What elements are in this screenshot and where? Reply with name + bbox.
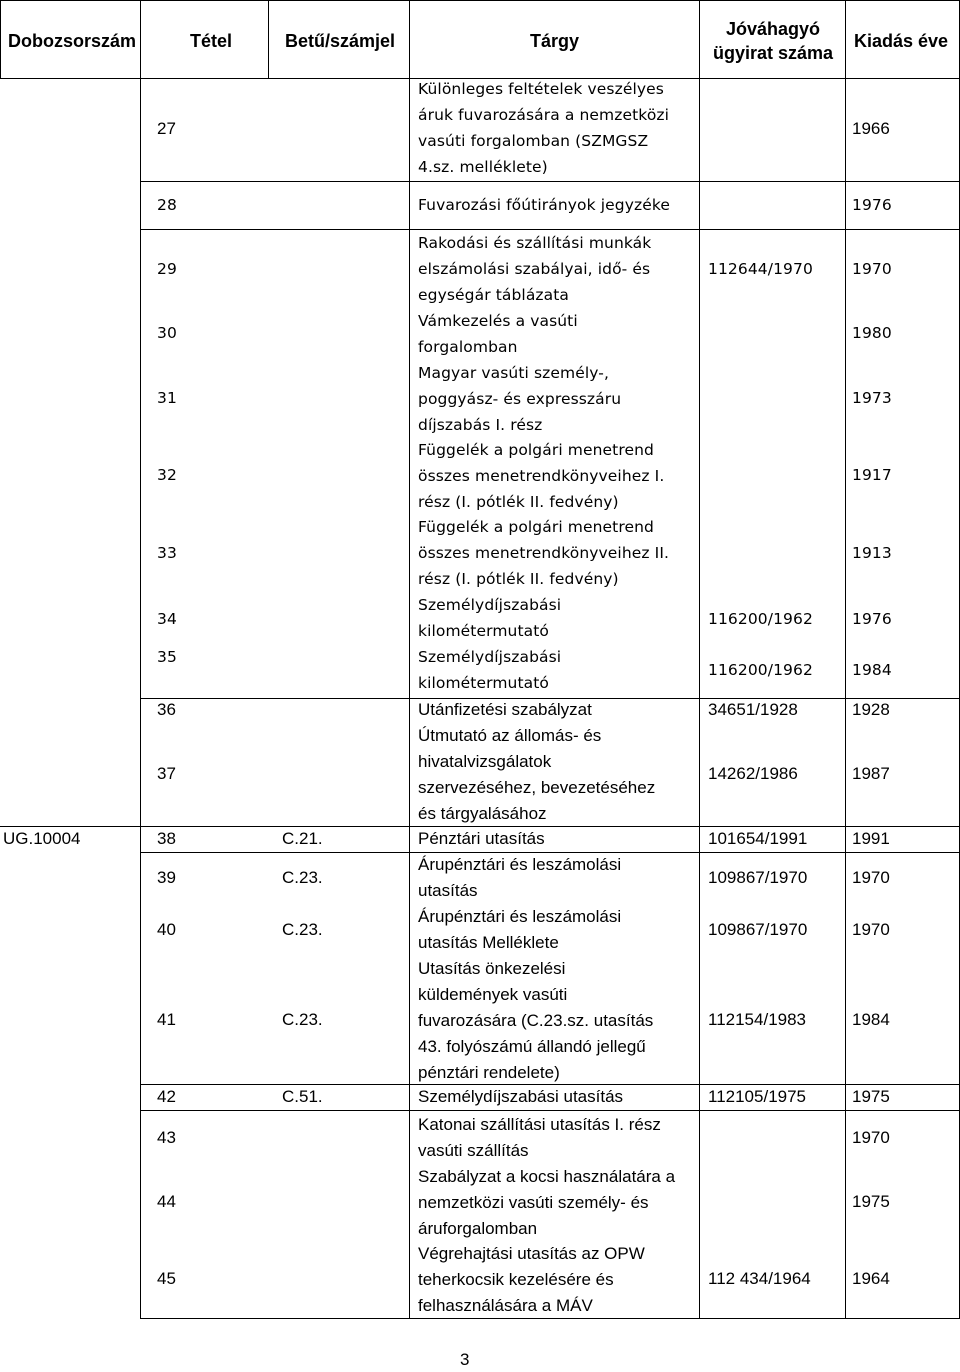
row-36-ugyirat: 34651/1928: [708, 700, 798, 719]
row-40-ugyirat: 109867/1970: [708, 920, 808, 939]
row-32-tetel: 32: [157, 466, 177, 484]
row-41-kiadas-eve: 1984: [852, 1010, 890, 1029]
row-35-ugyirat: 116200/1962: [708, 661, 813, 679]
row-45-tetel: 45: [157, 1269, 176, 1288]
row-31-kiadas-eve: 1973: [852, 389, 892, 407]
row-39-betu-szamjel: C.23.: [282, 868, 323, 887]
row-40-kiadas-eve: 1970: [852, 920, 890, 939]
row-40-betu-szamjel: C.23.: [282, 920, 323, 939]
row-34-kiadas-eve: 1976: [852, 610, 892, 628]
row-separator: [140, 1110, 960, 1111]
row-27-targy: Különleges feltételek veszélyes áruk fuvarozására a nemzetközi vasúti forgalomban (SZMGSZ 4.sz. melléklete): [418, 80, 670, 176]
row-39-tetel: 39: [157, 868, 176, 887]
row-38-betu-szamjel: C.21.: [282, 829, 323, 848]
row-45-targy: Végrehajtási utasítás az OPW teherkocsik kezelésére és felhasználására a MÁV: [418, 1244, 645, 1315]
row-43-targy: Katonai szállítási utasítás I. rész vasúti szállítás: [418, 1115, 661, 1160]
row-40-tetel: 40: [157, 920, 176, 939]
row-40-targy: Árupénztári és leszámolási utasítás Melléklete: [418, 907, 622, 952]
row-28-targy: Fuvarozási főútirányok jegyzéke: [418, 196, 671, 214]
row-37-ugyirat: 14262/1986: [708, 764, 798, 783]
row-38-kiadas-eve: 1991: [852, 829, 890, 848]
row-28-tetel: 28: [157, 196, 177, 214]
row-36-targy: Utánfizetési szabályzat: [418, 700, 592, 719]
row-33-kiadas-eve: 1913: [852, 544, 892, 562]
row-44-kiadas-eve: 1975: [852, 1192, 890, 1211]
table-border-top: [0, 0, 960, 1]
row-29-ugyirat: 112644/1970: [708, 260, 813, 278]
header-tetel: Tétel: [190, 31, 233, 51]
row-30-tetel: 30: [157, 324, 177, 342]
row-39-ugyirat: 109867/1970: [708, 868, 808, 887]
row-38-ugyirat: 101654/1991: [708, 829, 808, 848]
row-38-tetel: 38: [157, 829, 176, 848]
row-27-kiadas-eve: 1966: [852, 119, 890, 138]
row-36-tetel: 36: [157, 700, 176, 719]
row-38-dobozsorszam: UG.10004: [3, 829, 81, 848]
row-43-kiadas-eve: 1970: [852, 1128, 890, 1147]
header-betu-szamjel: Betű/számjel: [285, 31, 396, 51]
header-targy: Tárgy: [530, 31, 580, 51]
row-28-kiadas-eve: 1976: [852, 196, 892, 214]
row-36-kiadas-eve: 1928: [852, 700, 890, 719]
column-divider: [140, 0, 141, 1318]
row-45-kiadas-eve: 1964: [852, 1269, 890, 1288]
row-42-betu-szamjel: C.51.: [282, 1087, 323, 1106]
row-30-targy: Vámkezelés a vasúti forgalomban: [418, 312, 578, 356]
row-37-kiadas-eve: 1987: [852, 764, 890, 783]
row-33-tetel: 33: [157, 544, 177, 562]
row-44-tetel: 44: [157, 1192, 176, 1211]
row-42-targy: Személydíjszabási utasítás: [418, 1087, 624, 1106]
row-44-targy: Szabályzat a kocsi használatára a nemzetközi vasúti személy- és áruforgalomban: [418, 1167, 676, 1238]
row-35-kiadas-eve: 1984: [852, 661, 892, 679]
row-29-kiadas-eve: 1970: [852, 260, 892, 278]
column-divider: [699, 0, 700, 1318]
column-divider: [268, 0, 269, 78]
header-kiadas-eve: Kiadás éve: [854, 31, 949, 51]
row-42-tetel: 42: [157, 1087, 176, 1106]
row-35-targy: Személydíjszabási kilométermutató: [418, 648, 562, 692]
row-39-kiadas-eve: 1970: [852, 868, 890, 887]
table-border-left: [0, 0, 1, 78]
row-41-targy: Utasítás önkezelési küldemények vasúti fuvarozására (C.23.sz. utasítás 43. folyószámú állandó jellegű pénztári rendelete): [418, 959, 654, 1082]
row-41-ugyirat: 112154/1983: [708, 1010, 807, 1029]
row-34-tetel: 34: [157, 610, 177, 628]
row-27-tetel: 27: [157, 119, 176, 138]
row-39-targy: Árupénztári és leszámolási utasítás: [418, 855, 622, 900]
row-30-kiadas-eve: 1980: [852, 324, 892, 342]
row-43-tetel: 43: [157, 1128, 176, 1147]
column-divider: [845, 0, 846, 1318]
column-divider: [409, 0, 410, 1318]
row-29-targy: Rakodási és szállítási munkák elszámolási szabályai, idő- és egységár táblázata: [418, 234, 652, 304]
row-35-tetel: 35: [157, 648, 177, 666]
row-41-tetel: 41: [157, 1010, 176, 1029]
page-number: 3: [460, 1350, 470, 1369]
row-32-targy: Függelék a polgári menetrend összes menetrendkönyveihez I. rész (I. pótlék II. fedvény): [418, 441, 665, 511]
row-29-tetel: 29: [157, 260, 177, 278]
row-42-kiadas-eve: 1975: [852, 1087, 890, 1106]
header-dobozsorszam: Dobozsorszám: [8, 31, 137, 51]
row-41-betu-szamjel: C.23.: [282, 1010, 323, 1029]
row-45-ugyirat: 112 434/1964: [708, 1269, 811, 1288]
row-37-targy: Útmutató az állomás- és hivatalvizsgálatok szervezéséhez, bevezetéséhez és tárgyalásához: [418, 726, 656, 823]
row-31-tetel: 31: [157, 389, 177, 407]
row-37-tetel: 37: [157, 764, 176, 783]
row-34-ugyirat: 116200/1962: [708, 610, 813, 628]
row-separator: [140, 181, 960, 182]
row-38-targy: Pénztári utasítás: [418, 829, 545, 848]
row-33-targy: Függelék a polgári menetrend összes menetrendkönyveihez II. rész (I. pótlék II. fedvény): [418, 518, 670, 588]
row-32-kiadas-eve: 1917: [852, 466, 892, 484]
header-jovahagyo-ugyirat-szama: Jóváhagyó ügyirat száma: [712, 19, 834, 63]
row-31-targy: Magyar vasúti személy-, poggyász- és expresszáru díjszabás I. rész: [418, 364, 622, 434]
row-42-ugyirat: 112105/1975: [708, 1087, 807, 1106]
row-34-targy: Személydíjszabási kilométermutató: [418, 596, 562, 640]
